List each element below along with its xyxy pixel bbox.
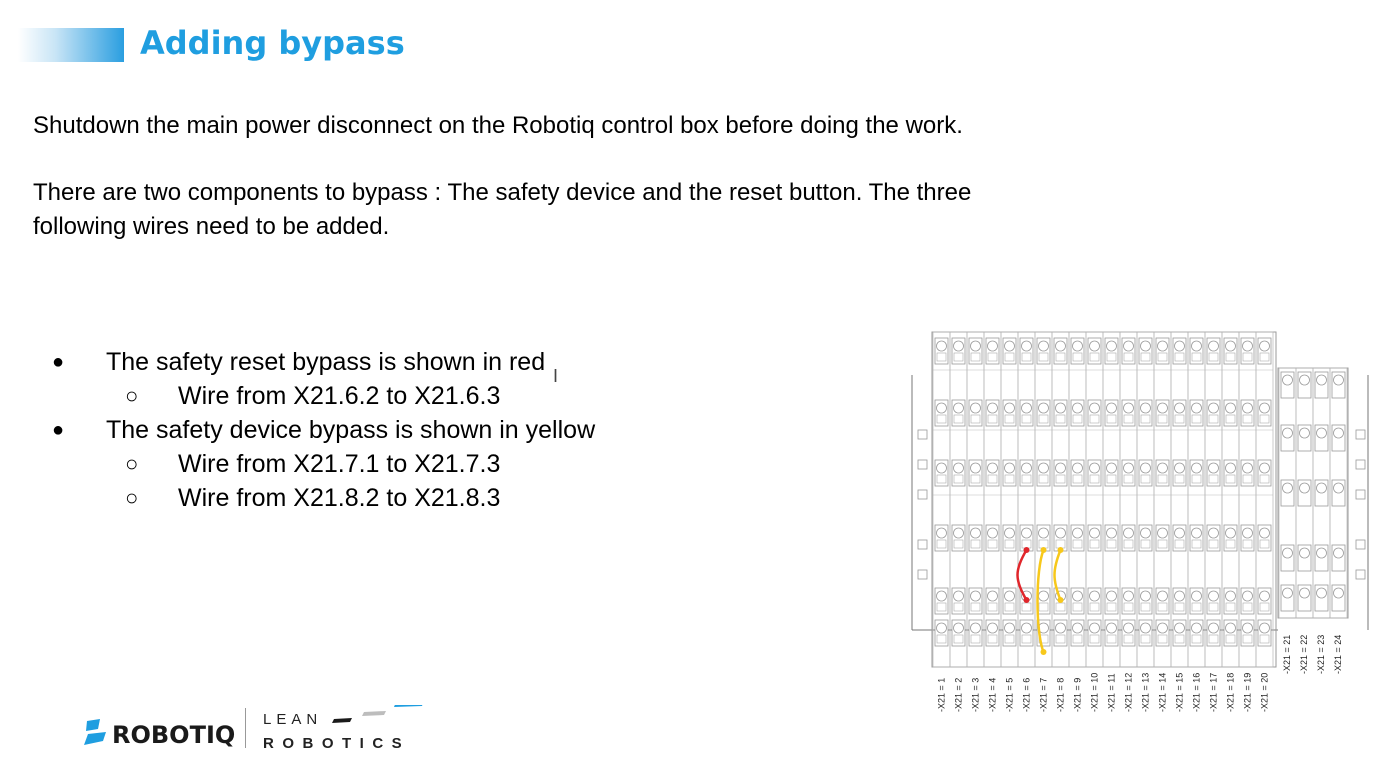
instruction-components-line2: following wires need to be added. [33, 213, 390, 240]
terminal-column [1256, 332, 1273, 667]
terminal-label: -X21 = 7 [1038, 677, 1049, 712]
terminal-column [984, 332, 1001, 667]
terminal-column [1018, 332, 1035, 667]
bullet-marker: ● [52, 351, 65, 373]
terminal-label: -X21 = 8 [1055, 677, 1066, 712]
terminal-label: -X21 = 2 [953, 677, 964, 712]
terminal-column [1171, 332, 1188, 667]
terminal-label: -X21 = 19 [1242, 672, 1253, 712]
terminal-column [1188, 332, 1205, 667]
terminal-label: -X21 = 1 [936, 677, 947, 712]
terminal-label: -X21 = 14 [1157, 672, 1168, 712]
terminal-column [1001, 332, 1018, 667]
instruction-shutdown: Shutdown the main power disconnect on the Robotiq control box before doing the work. [33, 112, 963, 139]
tagline-lean: LEAN [263, 711, 323, 728]
tagline-robotics: ROBOTICS [263, 735, 411, 752]
logo-divider [245, 708, 246, 748]
terminal-column [1222, 332, 1239, 667]
terminal-column [1103, 332, 1120, 667]
terminal-label: -X21 = 13 [1140, 672, 1151, 712]
terminal-label: -X21 = 17 [1208, 672, 1219, 712]
terminal-column [1086, 332, 1103, 667]
terminal-block-left [912, 332, 1278, 667]
terminal-label: -X21 = 11 [1106, 673, 1117, 712]
terminal-label: -X21 = 12 [1123, 672, 1134, 712]
terminal-column [967, 332, 984, 667]
title-accent-bar [18, 28, 124, 62]
bullet-text: The safety device bypass is shown in yellow [106, 416, 596, 444]
brand-name: ROBOTIQ [112, 721, 236, 749]
bullet-marker: ● [52, 419, 65, 441]
terminal-column [1239, 332, 1256, 667]
terminal-label: -X21 = 21 [1282, 634, 1292, 674]
terminal-column [950, 332, 967, 667]
terminal-label: -X21 = 9 [1072, 677, 1083, 712]
terminal-column [1052, 332, 1069, 667]
terminal-column [1313, 368, 1330, 618]
list-item [0, 413, 595, 447]
list-item [0, 379, 595, 413]
sub-bullet-marker: ○ [125, 485, 139, 510]
terminal-label: -X21 = 3 [970, 677, 981, 712]
list-item [0, 481, 595, 515]
instruction-components-line1: There are two components to bypass : The safety device and the reset button. The three [33, 179, 972, 206]
terminal-column [1137, 332, 1154, 667]
terminal-block-diagram [908, 330, 1373, 720]
terminal-label: -X21 = 20 [1259, 672, 1270, 712]
terminal-label: -X21 = 4 [987, 677, 998, 712]
terminal-column [1205, 332, 1222, 667]
bullet-text: The safety reset bypass is shown in red [106, 348, 546, 376]
terminal-block-right [1278, 368, 1368, 630]
terminal-label: -X21 = 22 [1299, 634, 1309, 674]
terminal-column [1120, 332, 1137, 667]
terminal-label: -X21 = 5 [1004, 677, 1015, 712]
text-cursor-icon: I [553, 366, 559, 386]
slide-title: Adding bypass [140, 24, 405, 62]
list-item [0, 345, 595, 379]
sub-bullet-marker: ○ [125, 383, 139, 408]
terminal-label: -X21 = 16 [1191, 672, 1202, 712]
bypass-list [0, 345, 595, 515]
terminal-column [1296, 368, 1313, 618]
terminal-label: -X21 = 15 [1174, 672, 1185, 712]
terminal-column [933, 332, 950, 667]
terminal-label: -X21 = 23 [1316, 634, 1326, 674]
terminal-column [1279, 368, 1296, 618]
terminal-label: -X21 = 10 [1089, 672, 1100, 712]
terminal-column [1069, 332, 1086, 667]
list-item [0, 447, 595, 481]
terminal-label: -X21 = 18 [1225, 672, 1236, 712]
sub-bullet-text: Wire from X21.7.1 to X21.7.3 [178, 450, 501, 478]
sub-bullet-text: Wire from X21.6.2 to X21.6.3 [178, 382, 501, 410]
terminal-column [1330, 368, 1347, 618]
sub-bullet-marker: ○ [125, 451, 139, 476]
terminal-label: -X21 = 6 [1021, 677, 1032, 712]
terminal-column [1154, 332, 1171, 667]
terminal-label: -X21 = 24 [1333, 634, 1343, 674]
sub-bullet-text: Wire from X21.8.2 to X21.8.3 [178, 484, 501, 512]
